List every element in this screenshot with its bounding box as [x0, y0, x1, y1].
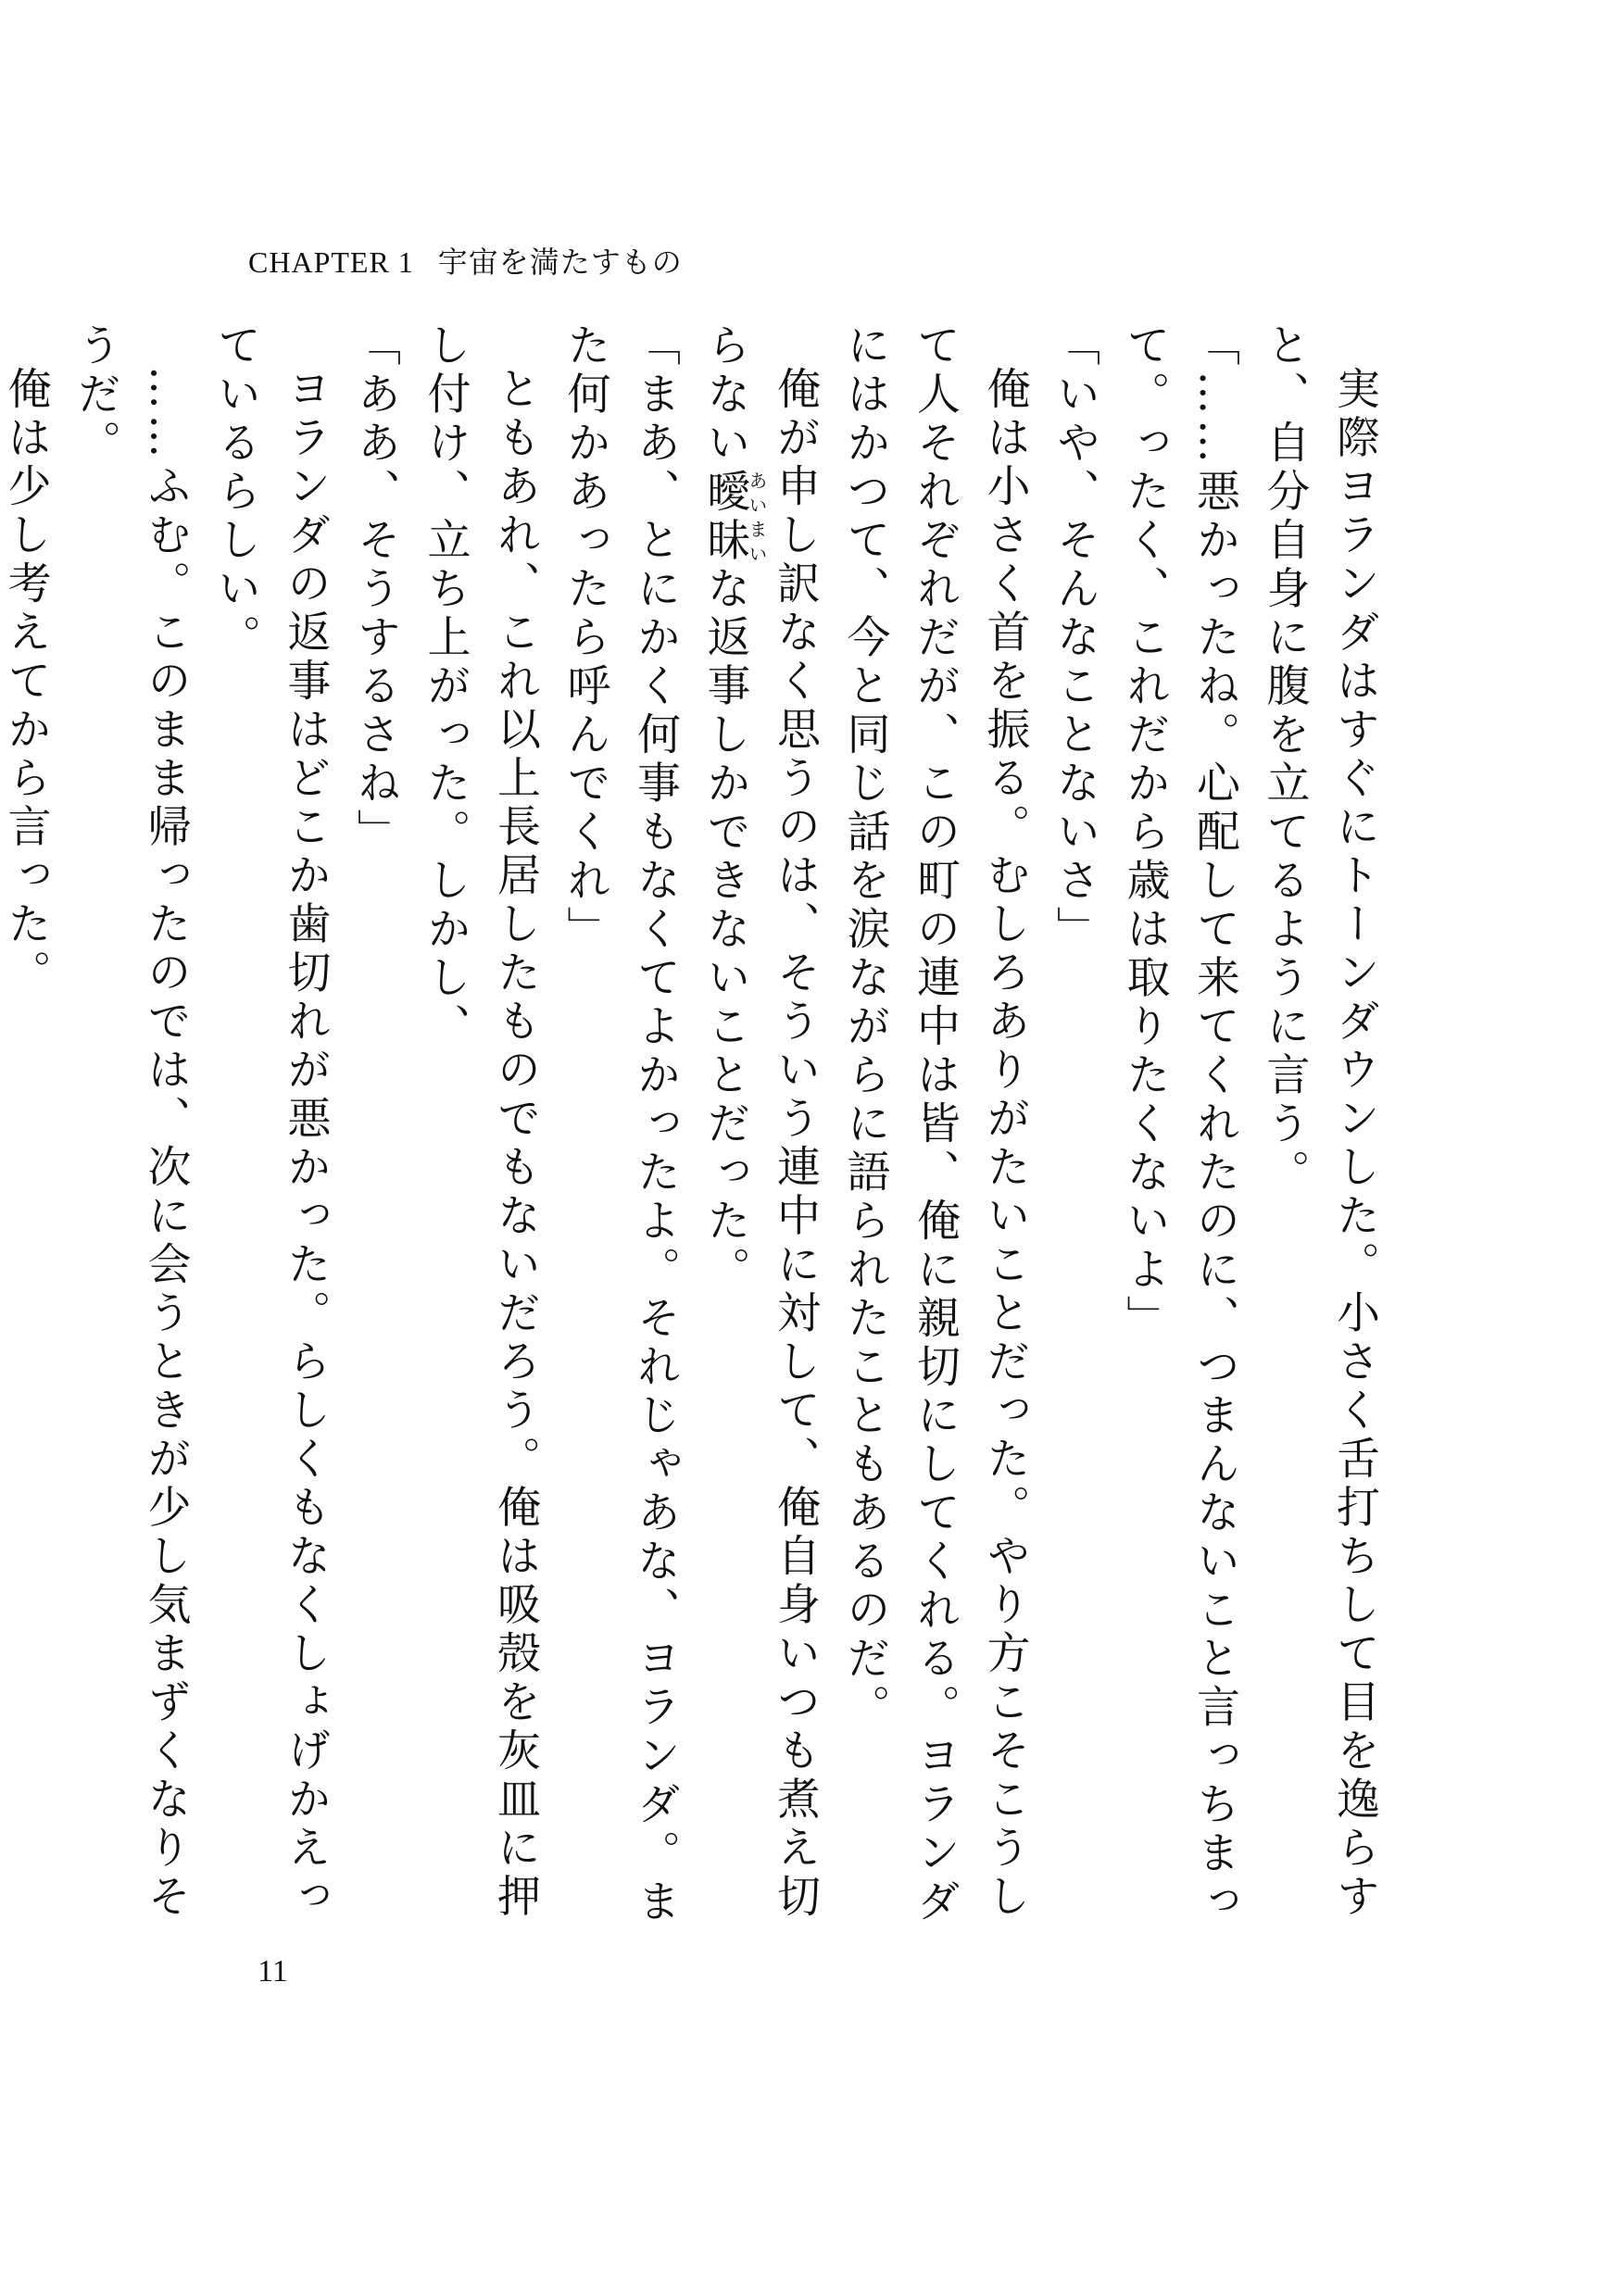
paragraph-5: ヨランダの返事はどこか歯切れが悪かった。らしくもなくしょげかえっているらしい。 — [210, 322, 332, 1922]
dialogue-3: 「まあ、とにかく何事もなくてよかったよ。それじゃあな、ヨランダ。また何かあったら呼んでくれ」 — [559, 322, 681, 1927]
paragraph-3-after: な返事しかできないことだった。 — [699, 565, 751, 1295]
paragraph-4: ともあれ、これ以上長居したものでもないだろう。俺は吸殻を灰皿に押し付け、立ち上がった。しかし、 — [420, 322, 541, 1922]
paragraph-6: ……ふむ。このまま帰ったのでは、次に会うときが少し気まずくなりそうだ。 — [70, 322, 192, 1922]
body-text — [0, 322, 1389, 1938]
ruby-reading: あいまい — [746, 468, 768, 566]
page-number: 11 — [258, 1954, 288, 1989]
ruby-aimai — [699, 468, 768, 566]
paragraph-1: 実際ヨランダはすぐにトーンダウンした。小さく舌打ちして目を逸らすと、自分自身に腹を立てるように言う。 — [1259, 322, 1380, 1922]
dialogue-1: 「……悪かったね。心配して来てくれたのに、つまんないこと言っちまって。ったく、これだから歳は取りたくないよ」 — [1119, 322, 1240, 1927]
running-head — [248, 239, 683, 282]
chapter-title: 宇宙を満たすもの — [437, 245, 683, 279]
paragraph-3 — [690, 322, 830, 1938]
paragraph-7: 俺は少し考えてから言った。 — [0, 366, 52, 998]
ruby-base: 曖昧 — [699, 468, 751, 566]
dialogue-2: 「いや、そんなことないさ」 — [1049, 322, 1100, 955]
chapter-label: CHAPTER 1 — [248, 245, 414, 279]
paragraph-2: 俺は小さく首を振る。むしろありがたいことだった。やり方こそこうして人それぞれだが、この町の連中は皆、俺に親切にしてくれる。ヨランダにはかつて、今と同じ話を涙ながらに語られたこともあるのだ。 — [839, 322, 1031, 1927]
dialogue-4: 「ああ、そうするさね」 — [350, 322, 401, 858]
paragraph-3-before: 俺が申し訳なく思うのは、そういう連中に対して、俺自身いつも煮え切らない — [699, 322, 821, 1922]
